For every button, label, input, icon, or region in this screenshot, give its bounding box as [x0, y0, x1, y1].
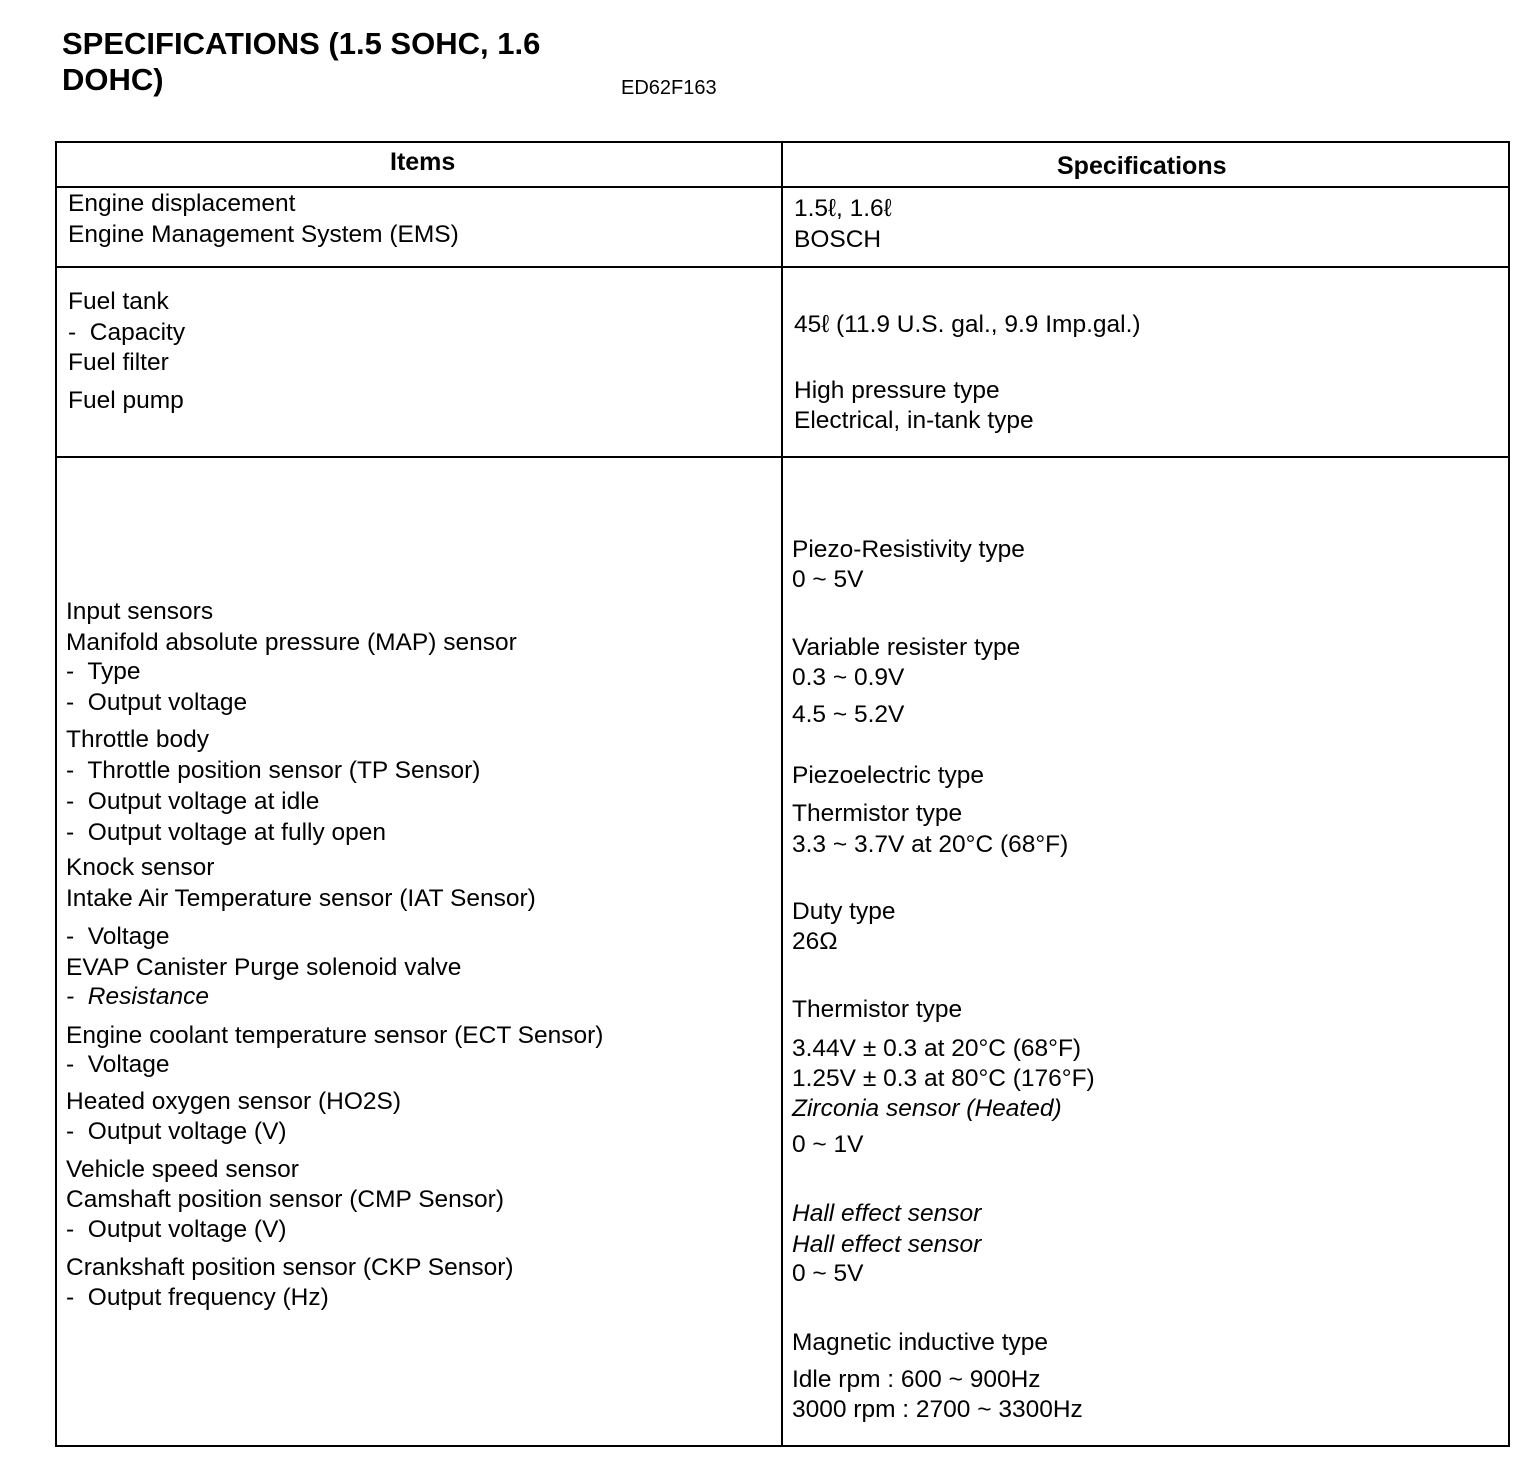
spec-line: Hall effect sensor [792, 1200, 982, 1227]
spec-line: 26Ω [792, 928, 838, 955]
item-line: Heated oxygen sensor (HO2S) [66, 1088, 401, 1115]
spec-line: 0 ~ 1V [792, 1131, 864, 1158]
item-line: Vehicle speed sensor [66, 1156, 299, 1183]
item-line: - Output voltage at idle [66, 788, 320, 815]
item-line: Intake Air Temperature sensor (IAT Sensor) [66, 885, 536, 912]
spec-line: Magnetic inductive type [792, 1329, 1049, 1356]
item-line: Input sensors [66, 598, 214, 625]
item-line: - Capacity [68, 319, 186, 346]
row3-specs [792, 536, 1095, 1423]
item-line: - Type [66, 658, 141, 685]
item-line: - Output voltage (V) [66, 1216, 287, 1243]
item-line: - Resistance [66, 983, 209, 1010]
spec-line: Electrical, in-tank type [794, 407, 1034, 434]
column-divider [781, 141, 783, 1447]
document-code: ED62F163 [621, 77, 717, 99]
item-line: - Throttle position sensor (TP Sensor) [66, 757, 481, 784]
item-line: Engine coolant temperature sensor (ECT Sensor) [66, 1022, 604, 1049]
item-line: Fuel tank [68, 288, 169, 315]
row1-specs [794, 195, 892, 279]
row3-items [66, 598, 604, 1311]
item-line: Crankshaft position sensor (CKP Sensor) [66, 1254, 514, 1281]
spec-line: 1.25V ± 0.3 at 80°C (176°F) [792, 1065, 1095, 1092]
row-divider [55, 266, 1508, 268]
spec-line: Piezo-Resistivity type [792, 536, 1025, 563]
spec-line: 3000 rpm : 2700 ~ 3300Hz [792, 1396, 1083, 1423]
item-line: Throttle body [66, 726, 209, 753]
spec-line: 3.3 ~ 3.7V at 20°C (68°F) [792, 831, 1069, 858]
item-line: Knock sensor [66, 854, 215, 881]
row2-items [68, 288, 186, 428]
item-line: Manifold absolute pressure (MAP) sensor [66, 629, 517, 656]
spec-line: Idle rpm : 600 ~ 900Hz [792, 1366, 1041, 1393]
spec-line: Thermistor type [792, 996, 963, 1023]
spec-line: Hall effect sensor [792, 1231, 982, 1258]
item-line: - Output voltage [66, 689, 248, 716]
spec-line: Variable resister type [792, 634, 1021, 661]
row1-items [68, 190, 459, 274]
item-line: - Output frequency (Hz) [66, 1284, 329, 1311]
spec-line: 0.3 ~ 0.9V [792, 664, 905, 691]
spec-line: 3.44V ± 0.3 at 20°C (68°F) [792, 1035, 1082, 1062]
spec-line: BOSCH [794, 226, 882, 253]
row-divider [55, 186, 1508, 188]
spec-line: Duty type [792, 898, 896, 925]
page-title: SPECIFICATIONS (1.5 SOHC, 1.6 DOHC) [62, 26, 541, 97]
spec-line: 4.5 ~ 5.2V [792, 701, 905, 728]
item-line: Engine Management System (EMS) [68, 221, 459, 248]
spec-line: 0 ~ 5V [792, 1260, 864, 1287]
item-line: - Voltage [66, 923, 170, 950]
spec-line: High pressure type [794, 377, 1000, 404]
row-divider [55, 456, 1508, 458]
spec-line: Thermistor type [792, 800, 963, 827]
item-line: Camshaft position sensor (CMP Sensor) [66, 1186, 504, 1213]
spec-line: Zirconia sensor (Heated) [792, 1095, 1062, 1122]
item-line: - Voltage [66, 1051, 170, 1078]
item-line: - Output voltage at fully open [66, 819, 387, 846]
item-line: Fuel pump [68, 387, 184, 414]
header-items: Items [390, 148, 456, 176]
item-line: Engine displacement [68, 190, 296, 217]
item-line: EVAP Canister Purge solenoid valve [66, 954, 462, 981]
item-line: - Output voltage (V) [66, 1118, 287, 1145]
item-line: Fuel filter [68, 349, 169, 376]
spec-line: 45ℓ (11.9 U.S. gal., 9.9 Imp.gal.) [794, 311, 1141, 338]
row2-specs [794, 311, 1141, 434]
spec-line: 1.5ℓ, 1.6ℓ [794, 195, 892, 222]
spec-line: 0 ~ 5V [792, 566, 864, 593]
header-specifications: Specifications [1057, 152, 1227, 180]
spec-line: Piezoelectric type [792, 762, 985, 789]
